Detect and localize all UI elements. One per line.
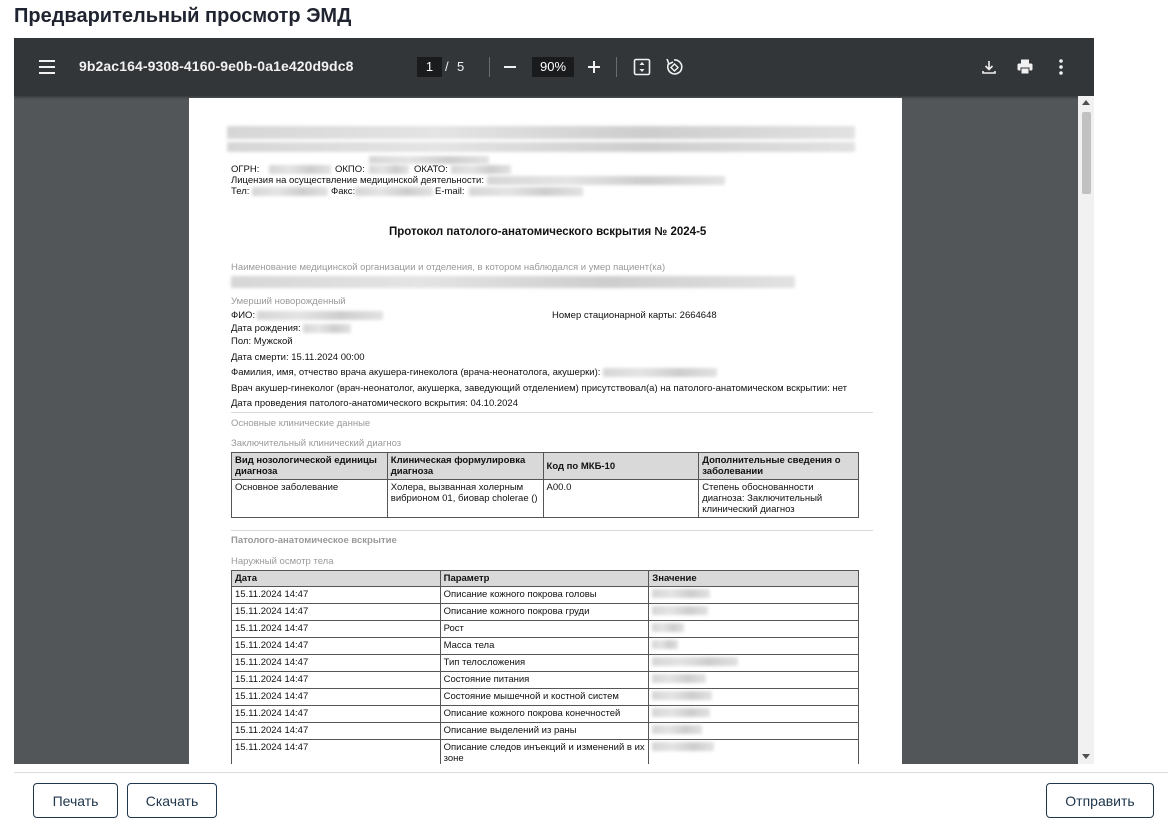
table-row	[232, 655, 859, 672]
table-cell: 15.11.2024 14:47	[232, 706, 441, 723]
page-total: 5	[457, 59, 465, 74]
table-row	[232, 638, 859, 655]
rotate-icon[interactable]	[661, 54, 687, 80]
table-cell-redacted	[649, 689, 859, 706]
redacted-obstetrician	[603, 368, 717, 377]
toolbar-divider	[489, 57, 490, 77]
table-header-row	[232, 571, 859, 587]
table-row	[232, 689, 859, 706]
table-cell: Описание выделений из раны	[440, 723, 649, 740]
obstetrician-label: Фамилия, имя, отчество врача акушера-гинеколога (врача-неонатолога, акушерки):	[231, 367, 601, 378]
redacted-ogrn	[269, 165, 331, 174]
table-cell-redacted	[649, 740, 859, 765]
table-cell-redacted	[649, 706, 859, 723]
redacted-org-name	[227, 126, 855, 139]
pdf-filename: 9b2ac164-9308-4160-9e0b-0a1e420d9dc8	[79, 58, 354, 74]
table-cell: 15.11.2024 14:47	[232, 587, 441, 604]
redacted-okpo	[369, 165, 409, 174]
table-cell: Описание кожного покрова конечностей	[440, 706, 649, 723]
table-row	[232, 706, 859, 723]
redacted-email	[469, 187, 583, 196]
table-header: Вид нозологической единицы диагноза	[232, 453, 388, 480]
birth-date-label: Дата рождения:	[231, 323, 301, 334]
table-cell: 15.11.2024 14:47	[232, 638, 441, 655]
zoom-level-input[interactable]: 90%	[532, 57, 574, 77]
table-header: Параметр	[440, 571, 649, 587]
protocol-title: Протокол патолого-анатомического вскрытия № 2024-5	[389, 226, 707, 238]
table-row	[232, 740, 859, 765]
autopsy-date: Дата проведения патолого-анатомического вскрытия: 04.10.2024	[231, 398, 519, 409]
table-cell: Холера, вызванная холерным вибрионом 01, биовар cholerae ()	[387, 480, 543, 518]
toolbar-divider	[616, 57, 617, 77]
license-label: Лицензия на осуществление медицинской деятельности:	[231, 175, 484, 186]
minus-icon[interactable]	[497, 54, 523, 80]
pdf-page	[189, 98, 902, 764]
redacted-license	[487, 176, 725, 185]
fax-label: Факс:	[331, 186, 356, 197]
ogrn-label: ОГРН:	[231, 164, 260, 175]
download-icon[interactable]	[976, 54, 1002, 80]
table-header: Дополнительные сведения о заболевании	[699, 453, 859, 480]
redacted-phone	[252, 187, 328, 196]
download-button[interactable]: Скачать	[127, 783, 217, 818]
page-separator: /	[445, 59, 449, 74]
table-cell-redacted	[649, 621, 859, 638]
vertical-scrollbar[interactable]	[1078, 96, 1094, 764]
table-header: Дата	[232, 571, 441, 587]
table-header: Код по МКБ-10	[543, 453, 699, 480]
org-section-label: Наименование медицинской организации и отделения, в котором наблюдался и умер пациент(ка)	[231, 262, 666, 273]
dialog-title: Предварительный просмотр ЭМД	[14, 5, 352, 27]
final-diagnosis-label: Заключительный клинический диагноз	[231, 438, 402, 449]
table-cell: 15.11.2024 14:47	[232, 604, 441, 621]
table-row	[232, 723, 859, 740]
print-button[interactable]: Печать	[33, 783, 118, 818]
table-cell: 15.11.2024 14:47	[232, 740, 441, 765]
table-row	[232, 604, 859, 621]
section-divider	[231, 412, 873, 413]
external-exam-table	[231, 570, 859, 764]
pdf-viewer	[14, 38, 1094, 764]
card-number: Номер стационарной карты: 2664648	[552, 310, 717, 321]
table-cell: Описание кожного покрова груди	[440, 604, 649, 621]
present-at-autopsy: Врач акушер-гинеколог (врач-неонатолог, акушерка, заведующий отделением) присутствовал(а) на патолого-анатомическом вскрытии: нет	[231, 383, 848, 394]
menu-icon[interactable]	[36, 56, 58, 78]
scroll-down-icon[interactable]	[1082, 754, 1090, 759]
external-exam-label: Наружный осмотр тела	[231, 556, 334, 567]
table-cell: Рост	[440, 621, 649, 638]
more-vert-icon[interactable]	[1048, 54, 1074, 80]
redacted-fax	[355, 187, 433, 196]
table-cell: Описание следов инъекций и изменений в их зоне	[440, 740, 649, 765]
clinical-data-label: Основные клинические данные	[231, 418, 371, 429]
okato-label: ОКАТО:	[414, 164, 448, 175]
table-cell: Масса тела	[440, 638, 649, 655]
page-number-input[interactable]: 1	[417, 57, 442, 77]
deceased-label: Умерший новорожденный	[231, 296, 346, 307]
table-cell: Состояние мышечной и костной систем	[440, 689, 649, 706]
send-button[interactable]: Отправить	[1046, 783, 1154, 818]
section-divider	[231, 530, 873, 531]
redacted-fio	[257, 311, 383, 320]
redacted-org-name	[227, 142, 855, 152]
table-cell-redacted	[649, 587, 859, 604]
table-cell: Состояние питания	[440, 672, 649, 689]
table-cell: Тип телосложения	[440, 655, 649, 672]
redacted-okato	[451, 165, 511, 174]
footer-divider	[14, 772, 1168, 773]
redacted-address	[369, 156, 489, 164]
table-cell: 15.11.2024 14:47	[232, 723, 441, 740]
table-cell-redacted	[649, 638, 859, 655]
email-label: E-mail:	[435, 186, 465, 197]
print-icon[interactable]	[1012, 54, 1038, 80]
table-header: Значение	[649, 571, 859, 587]
table-header: Клиническая формулировка диагноза	[387, 453, 543, 480]
table-row	[232, 587, 859, 604]
table-cell: 15.11.2024 14:47	[232, 621, 441, 638]
sex: Пол: Мужской	[231, 336, 293, 347]
scroll-up-icon[interactable]	[1082, 100, 1090, 105]
table-cell: Степень обоснованности диагноза: Заключительный клинический диагноз	[699, 480, 859, 518]
table-cell-redacted	[649, 655, 859, 672]
table-cell-redacted	[649, 604, 859, 621]
table-cell: 15.11.2024 14:47	[232, 689, 441, 706]
table-row	[232, 621, 859, 638]
scroll-thumb[interactable]	[1082, 112, 1091, 194]
table-cell: 15.11.2024 14:47	[232, 672, 441, 689]
redacted-birth-date	[303, 324, 351, 333]
diagnosis-table	[231, 452, 859, 518]
table-cell-redacted	[649, 723, 859, 740]
table-cell: Описание кожного покрова головы	[440, 587, 649, 604]
table-row	[232, 672, 859, 689]
table-cell: Основное заболевание	[232, 480, 388, 518]
table-header-row	[232, 453, 859, 480]
fio-label: ФИО:	[231, 310, 256, 321]
table-cell: A00.0	[543, 480, 699, 518]
table-row	[232, 480, 859, 518]
autopsy-section-label: Патолого-анатомическое вскрытие	[231, 535, 397, 546]
plus-icon[interactable]	[581, 54, 607, 80]
death-date: Дата смерти: 15.11.2024 00:00	[231, 352, 365, 363]
redacted-org-dept	[231, 276, 795, 288]
fit-page-icon[interactable]	[629, 54, 655, 80]
okpo-label: ОКПО:	[335, 164, 365, 175]
pdf-toolbar	[14, 38, 1094, 96]
phone-label: Тел:	[231, 186, 250, 197]
table-cell: 15.11.2024 14:47	[232, 655, 441, 672]
table-cell-redacted	[649, 672, 859, 689]
